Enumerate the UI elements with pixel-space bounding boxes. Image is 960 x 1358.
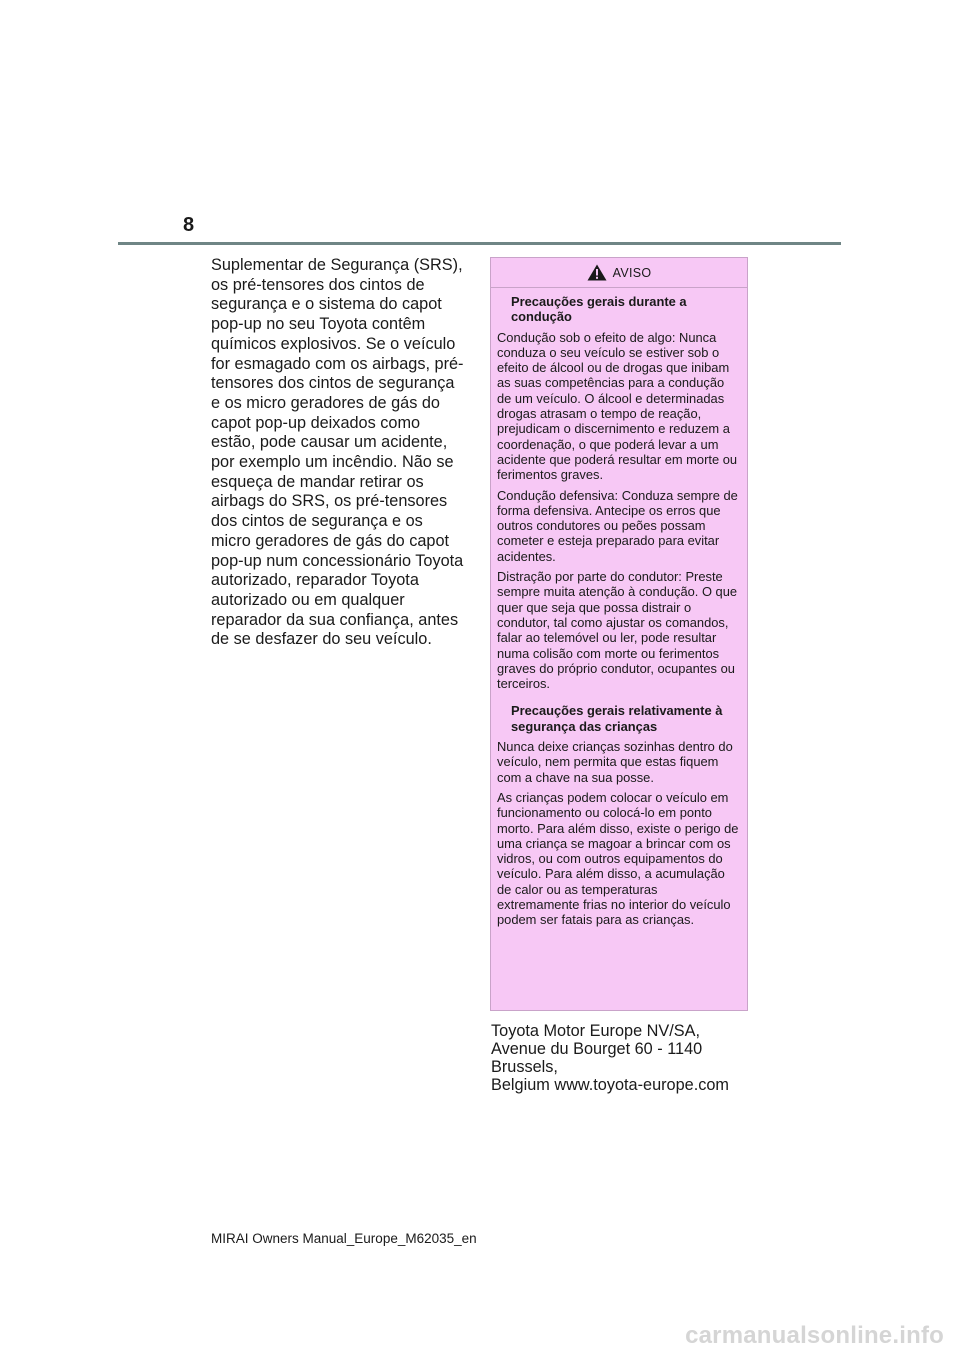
watermark: carmanualsonline.info — [685, 1322, 944, 1349]
address-line: Belgium www.toyota-europe.com — [491, 1076, 729, 1094]
page-number: 8 — [183, 214, 195, 236]
manufacturer-address — [491, 1022, 751, 1094]
warning-paragraph: Condução defensiva: Conduza sempre de forma defensiva. Antecipe os erros que outros condutores ou peões possam cometer e esteja preparado para evitar acidentes. — [497, 487, 738, 564]
warning-box — [490, 257, 748, 1011]
warning-paragraph: Nunca deixe crianças sozinhas dentro do veículo, nem permita que estas fiquem com a chave na sua posse. — [497, 739, 733, 785]
warning-header — [491, 258, 747, 288]
warning-paragraph: As crianças podem colocar o veículo em funcionamento ou colocá-lo em ponto morto. Para além disso, existe o perigo de uma criança se magoar a brincar com os vidros, ou com outros equipamentos do veículo. Para além disso, a acumulação de calor ou as temperaturas extremamente frias no interior do veículo podem ser fatais para as crianças. — [497, 789, 739, 928]
warning-title: AVISO — [612, 265, 652, 280]
body-paragraph: Suplementar de Segurança (SRS), os pré-tensores dos cintos de segurança e o sistema do capot pop-up no seu Toyota contêm químicos explosivos. Se o veículo for esmagado com os airbags, pré-tensores dos cintos de segurança e os micro geradores de gás do capot pop-up deixados como estão, pode causar um acidente, por exemplo um incêndio. Não se esqueça de mandar retirar os airbags do SRS, os pré-tensores dos cintos de segurança e os micro geradores de gás do capot pop-up num concessionário Toyota autorizado, reparador Toyota autorizado ou em qualquer reparador da sua confiança, antes de se desfazer do seu veículo. — [211, 256, 464, 649]
address-line: Avenue du Bourget 60 - 1140 — [491, 1040, 703, 1058]
body-text-column — [211, 256, 466, 650]
warning-body — [491, 288, 747, 928]
header-divider — [118, 242, 841, 245]
address-line: Brussels, — [491, 1058, 558, 1076]
address-line: Toyota Motor Europe NV/SA, — [491, 1022, 701, 1040]
footer-text: MIRAI Owners Manual_Europe_M62035_en — [211, 1231, 477, 1246]
warning-paragraph: Distração por parte do condutor: Preste sempre muita atenção à condução. O que quer que seja que possa distrair o condutor, tal como ajustar os comandos, falar ao telemóvel ou ler, pode resultar numa colisão com morte ou ferimentos graves do próprio condutor, ocupantes ou terceiros. — [497, 569, 738, 692]
section-heading-driving: Precauções gerais durante a condução — [511, 294, 687, 325]
warning-triangle-icon — [587, 264, 607, 281]
section-heading-child-safety: Precauções gerais relativamente à segurança das crianças — [511, 703, 723, 734]
warning-paragraph: Condução sob o efeito de algo: Nunca conduza o seu veículo se estiver sob o efeito de álcool ou de drogas que inibam as suas competências para a condução de um veículo. O álcool e determinadas drogas atrasam o tempo de reação, prejudicam o discernimento e reduzem a coordenação, o que poderá levar a um acidente que poderá resultar em morte ou ferimentos graves. — [497, 329, 738, 483]
